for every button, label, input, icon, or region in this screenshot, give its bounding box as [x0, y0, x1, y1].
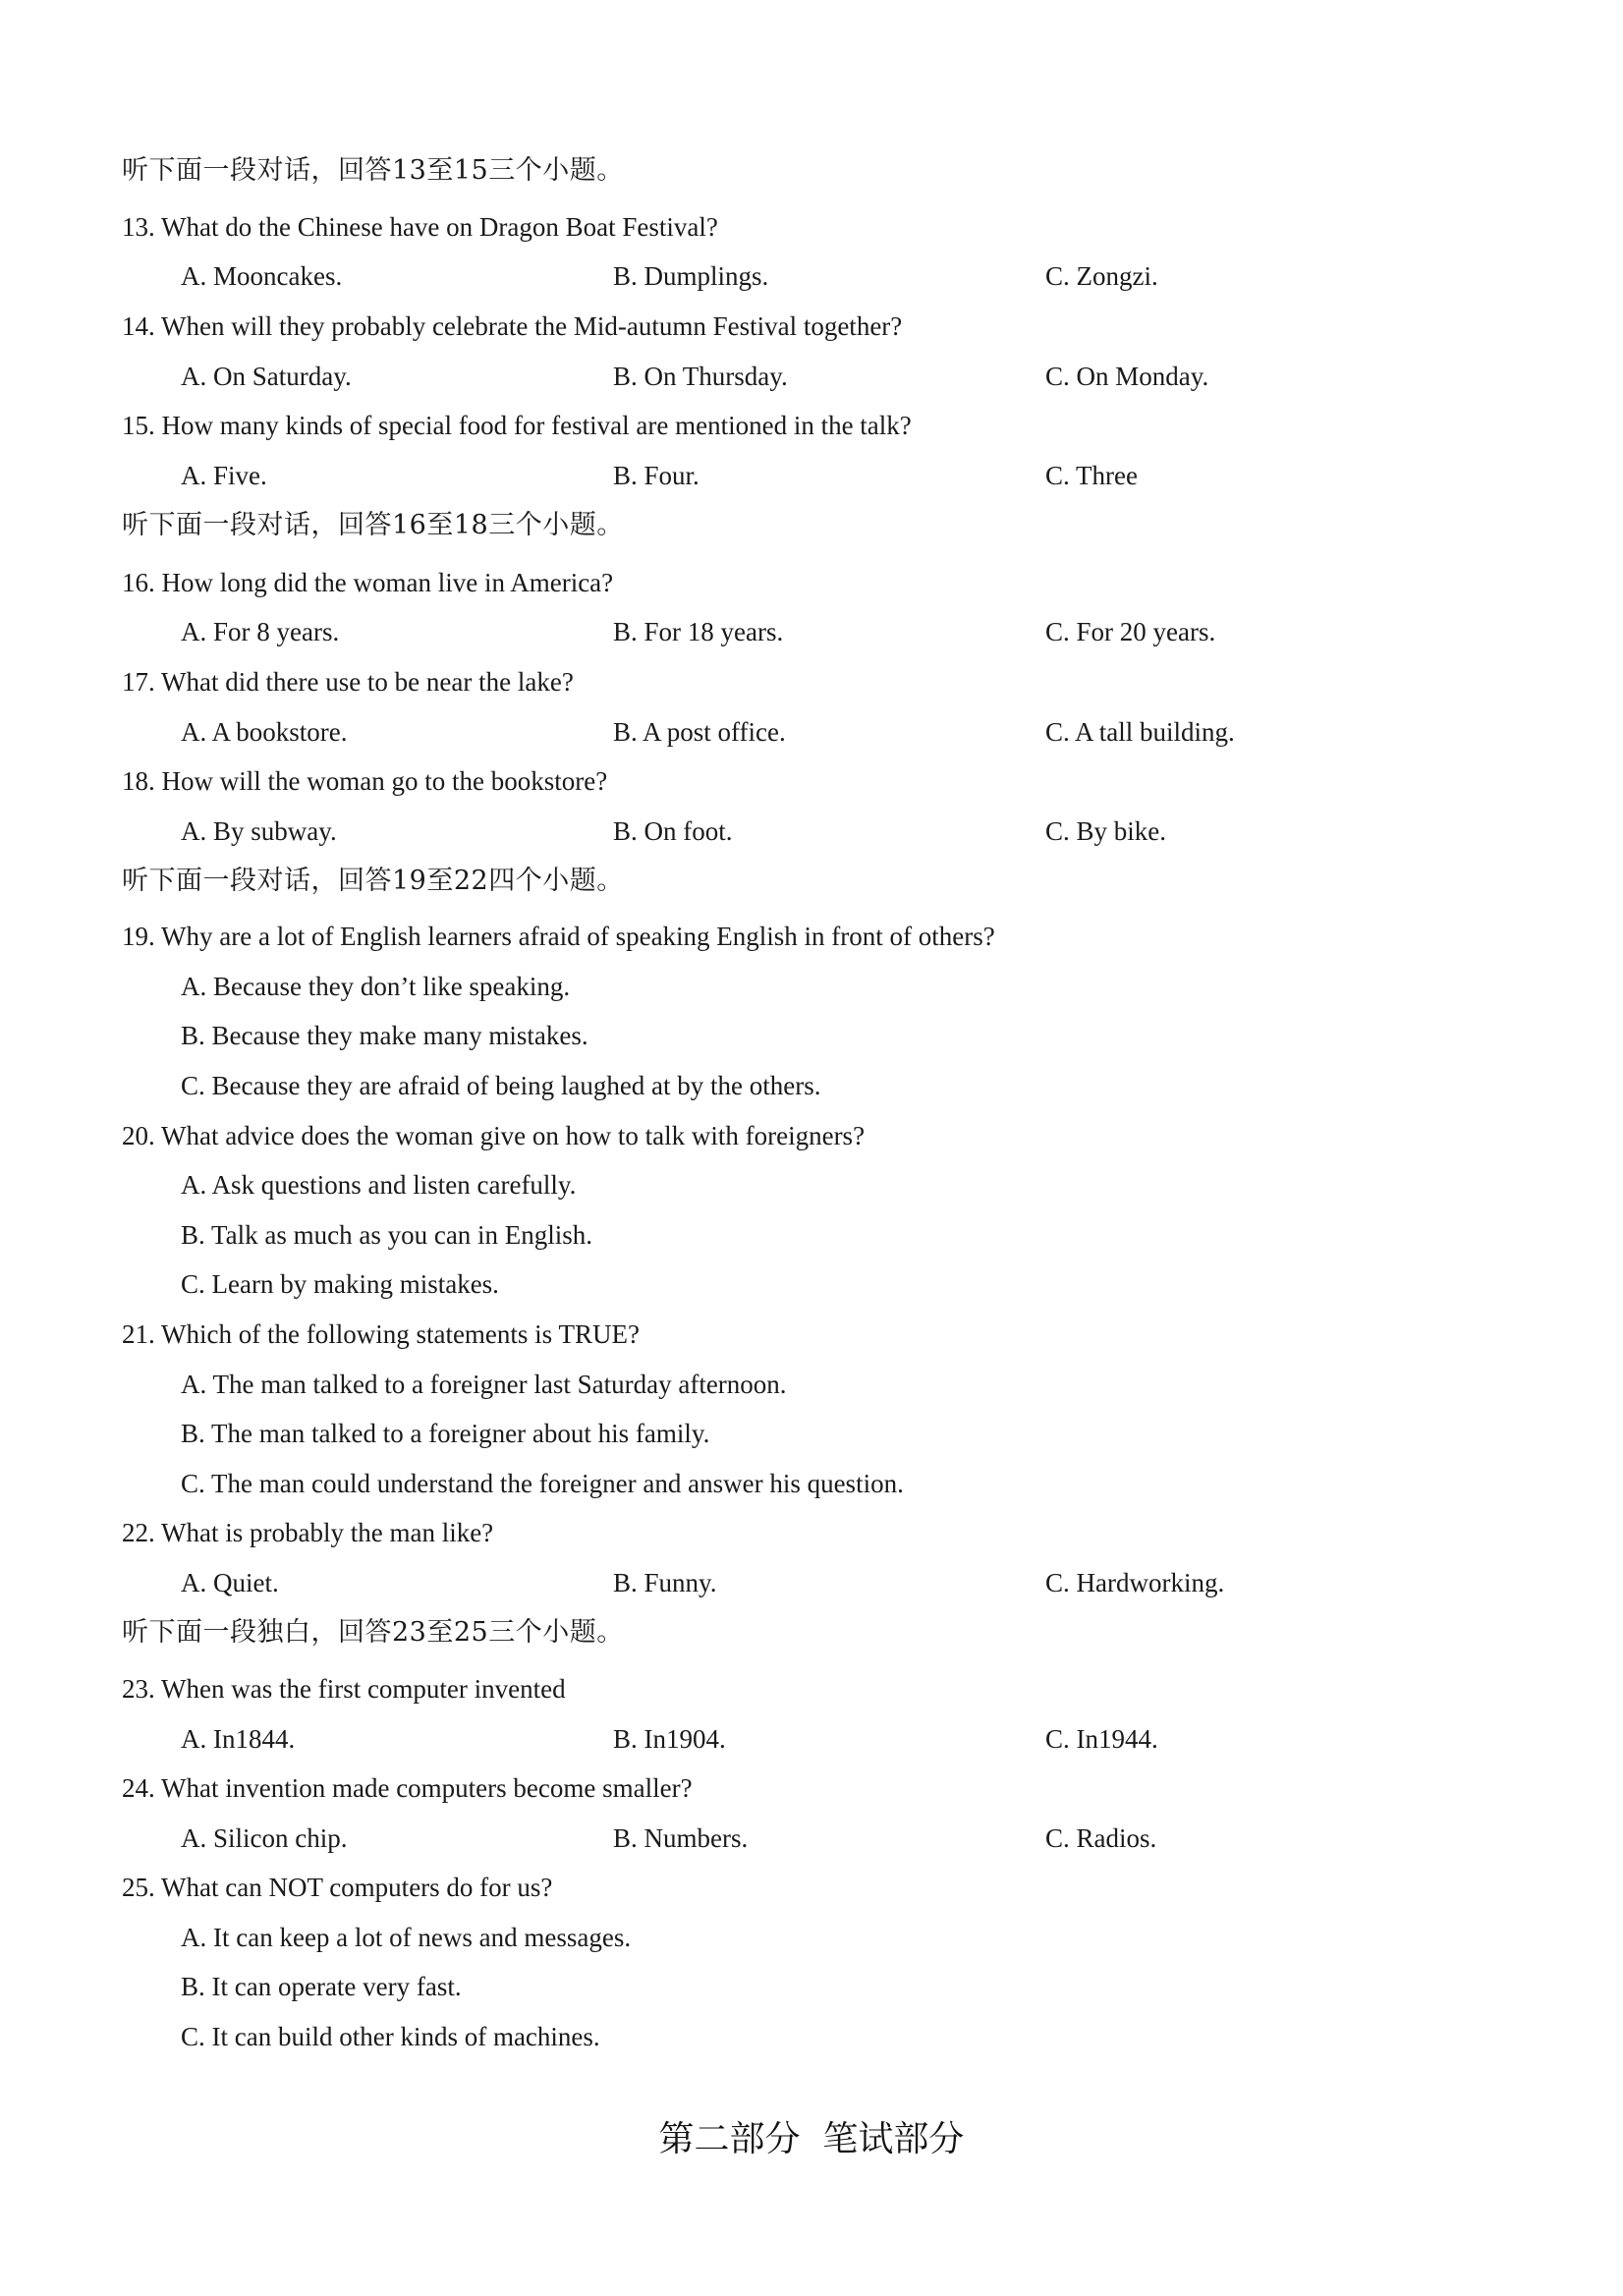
question-20: 20. What advice does the woman give on how to talk with foreigners? [122, 1121, 866, 1150]
q23-option-b: B. In1904. [613, 1724, 726, 1754]
q25-option-a: A. It can keep a lot of news and messages. [181, 1923, 632, 1952]
question-13: 13. What do the Chinese have on Dragon Boat Festival? [122, 212, 718, 242]
q18-option-b: B. On foot. [613, 816, 733, 846]
question-14: 14. When will they probably celebrate the Mid-autumn Festival together? [122, 311, 903, 341]
q15-option-b: B. Four. [613, 461, 700, 490]
q17-option-a: A. A bookstore. [181, 717, 348, 747]
q17-option-b: B. A post office. [613, 717, 786, 747]
question-21: 21. Which of the following statements is TRUE? [122, 1319, 640, 1349]
section-heading: 听下面一段对话，回答16至18三个小题。 [122, 510, 624, 540]
q14-option-a: A. On Saturday. [181, 362, 352, 391]
q13-option-c: C. Zongzi. [1045, 261, 1158, 291]
question-23: 23. When was the first computer invented [122, 1674, 566, 1704]
question-24: 24. What invention made computers become smaller? [122, 1773, 693, 1803]
q25-option-b: B. It can operate very fast. [181, 1972, 462, 2001]
q15-option-a: A. Five. [181, 461, 267, 490]
q22-option-b: B. Funny. [613, 1568, 717, 1597]
q14-option-b: B. On Thursday. [613, 362, 788, 391]
question-15: 15. How many kinds of special food for festival are mentioned in the talk? [122, 411, 912, 440]
q13-option-a: A. Mooncakes. [181, 261, 343, 291]
q16-option-b: B. For 18 years. [613, 617, 784, 646]
q25-option-c: C. It can build other kinds of machines. [181, 2022, 600, 2051]
q24-option-a: A. Silicon chip. [181, 1823, 348, 1853]
q18-option-c: C. By bike. [1045, 816, 1167, 846]
q19-option-c: C. Because they are afraid of being laughed at by the others. [181, 1071, 821, 1100]
q16-option-c: C. For 20 years. [1045, 617, 1216, 646]
q24-option-c: C. Radios. [1045, 1823, 1157, 1853]
section-heading: 听下面一段对话，回答19至22四个小题。 [122, 866, 624, 896]
part-title: 第二部分 笔试部分 [658, 2119, 965, 2159]
q23-option-a: A. In1844. [181, 1724, 296, 1754]
question-17: 17. What did there use to be near the lake? [122, 667, 574, 697]
question-18: 18. How will the woman go to the bookstore? [122, 766, 608, 796]
q20-option-b: B. Talk as much as you can in English. [181, 1220, 593, 1250]
question-19: 19. Why are a lot of English learners afraid of speaking English in front of others? [122, 922, 995, 951]
q24-option-b: B. Numbers. [613, 1823, 749, 1853]
q20-option-a: A. Ask questions and listen carefully. [181, 1170, 577, 1200]
q14-option-c: C. On Monday. [1045, 362, 1209, 391]
q21-option-b: B. The man talked to a foreigner about his family. [181, 1419, 710, 1448]
q21-option-a: A. The man talked to a foreigner last Saturday afternoon. [181, 1370, 787, 1399]
q16-option-a: A. For 8 years. [181, 617, 340, 646]
q22-option-a: A. Quiet. [181, 1568, 279, 1597]
question-22: 22. What is probably the man like? [122, 1518, 494, 1547]
q21-option-c: C. The man could understand the foreigner and answer his question. [181, 1469, 904, 1498]
section-heading: 听下面一段对话，回答13至15三个小题。 [122, 155, 624, 186]
q19-option-a: A. Because they don’t like speaking. [181, 972, 571, 1001]
q19-option-b: B. Because they make many mistakes. [181, 1021, 588, 1050]
q20-option-c: C. Learn by making mistakes. [181, 1269, 499, 1299]
q23-option-c: C. In1944. [1045, 1724, 1158, 1754]
q18-option-a: A. By subway. [181, 816, 337, 846]
q15-option-c: C. Three [1045, 461, 1138, 490]
q13-option-b: B. Dumplings. [613, 261, 769, 291]
q17-option-c: C. A tall building. [1045, 717, 1235, 747]
q22-option-c: C. Hardworking. [1045, 1568, 1225, 1597]
section-heading: 听下面一段独白，回答23至25三个小题。 [122, 1617, 624, 1648]
question-25: 25. What can NOT computers do for us? [122, 1873, 553, 1902]
question-16: 16. How long did the woman live in America? [122, 568, 614, 597]
